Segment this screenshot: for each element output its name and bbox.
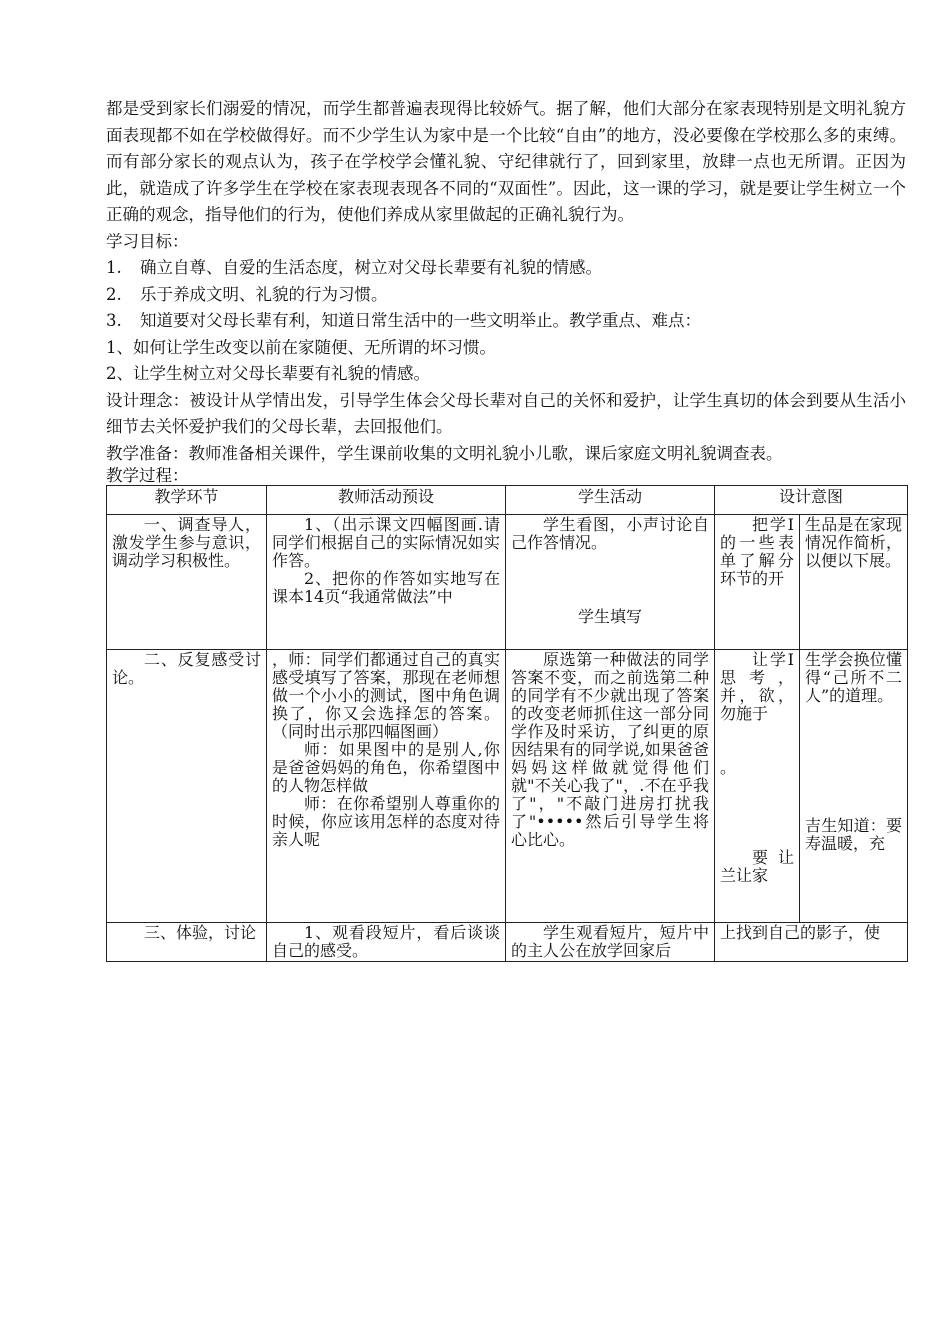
preparation-text: 教学准备：教师准备相关课件，学生课前收集的文明礼貌小儿歌，课后家庭文明礼貌调查表。	[106, 443, 783, 463]
teacher-text: 1、（出示课文四幅图画.请同学们根据自己的实际情况如实作答。	[272, 515, 500, 570]
intent-text: 吉生知道：要寿温暖，充	[805, 816, 903, 853]
student-text: 学生填写	[577, 607, 642, 626]
intro-paragraph	[106, 96, 906, 229]
intent-cell	[800, 650, 908, 923]
table-row	[107, 923, 908, 962]
teacher-cell	[267, 923, 506, 962]
teacher-cell	[267, 515, 506, 650]
header-student: 学生活动	[506, 486, 715, 515]
table-header-row	[107, 486, 908, 515]
stage-text: 三、体验，讨论	[144, 923, 257, 942]
student-cell	[506, 650, 715, 923]
student-text: 学生观看短片，短片中的主人公在放学回家后	[511, 923, 709, 960]
student-text: 学生看图，小声讨论自己作答情况。	[511, 515, 709, 552]
student-cell	[506, 923, 715, 962]
stage-cell	[107, 515, 267, 650]
goal-item	[106, 282, 906, 309]
goal-text: 确立自尊、自爱的生活态度，树立对父母长辈要有礼貌的情感。	[140, 258, 602, 277]
intro-text: 都是受到家长们溺爱的情况，而学生都普遍表现得比较娇气。据了解，他们大部分在家表现特别是文明礼貌方面表现都不如在学校做得好。而不少学生认为家中是一个比较“自由”的地方，没必要像在学校那么多的束缚。而有部分家长的观点认为，孩子在学校学会懂礼貌、守纪律就行了，回到家里，放肆一点也无所谓。正因为此，就造成了许多学生在学校在家表现表现各不同的“双面性”。因此，这一课的学习，就是要让学生树立一个正确的观念，指导他们的行为，使他们养成从家里做起的正确礼貌行为。	[106, 99, 906, 224]
teacher-text: ，师：同学们都通过自己的真实感受填写了答案，那现在老师想做一个小小的测试，图中角色调换了，你又会选择怎的答案。（同时出示那四幅图画）	[272, 650, 500, 741]
stage-cell	[107, 923, 267, 962]
document-page	[106, 96, 906, 962]
intent-cell	[715, 650, 800, 923]
stage-text: 一、调查导人，激发学生参与意识，调动学习积极性。	[112, 515, 261, 570]
header-stage: 教学环节	[107, 486, 267, 515]
design-idea-text: 设计理念：被设计从学情出发，引导学生体会父母长辈对自己的关怀和爱护，让学生真切的体会到要从生活小细节去关怀爱护我们的父母长辈，去回报他们。	[106, 390, 906, 436]
goal-item	[106, 308, 906, 335]
teacher-text: 1、观看段短片，看后谈谈自己的感受。	[272, 923, 500, 960]
teacher-text: 师：在你希望别人尊重你的时候，你应该用怎样的态度对待亲人呢	[272, 794, 500, 849]
intent-text: 生学会换位懂得“己所不二人”的道理。	[805, 650, 903, 705]
intent-text: 把学I的一些表单了解分环节的开	[720, 515, 794, 588]
intent-text: 生品是在家现情况作简析，以便以下展。	[805, 515, 903, 570]
intent-text: 。	[720, 758, 737, 777]
goal-number: 1.	[106, 258, 122, 277]
intent-text: 上找到自己的影子，使	[720, 923, 881, 942]
teaching-process-table	[106, 485, 908, 962]
teacher-cell	[267, 650, 506, 923]
stage-text: 二、反复感受讨论。	[112, 650, 261, 687]
goals-heading: 学习目标：	[106, 231, 189, 251]
intent-cell	[715, 923, 908, 962]
teacher-text: 师：如果图中的是别人,你是爸爸妈妈的角色，你希望图中的人物怎样做	[272, 740, 500, 795]
teacher-text: 2、把你的作答如实地写在课本14页“我通常做法”中	[272, 569, 500, 606]
student-cell	[506, 515, 715, 650]
table-row	[107, 515, 908, 650]
student-text: 原选第一种做法的同学答案不变，而之前选第二种的同学有不少就出现了答案的改变老师抓住这一部分同学作及时采访，了纠更的原因结果有的同学说,如果爸爸妈妈这样做就觉得他们就"不关心我了"，.不在乎我了"，"不敲门进房打扰我了"•••••然后引导学生将心比心。	[511, 650, 709, 849]
header-intent: 设计意图	[715, 486, 908, 515]
intent-cell	[800, 515, 908, 650]
key-point: 2、让学生树立对父母长辈要有礼貌的情感。	[106, 364, 430, 383]
key-point: 1、如何让学生改变以前在家随便、无所谓的坏习惯。	[106, 337, 496, 357]
header-teacher: 教师活动预设	[267, 486, 506, 515]
goal-text: 乐于养成文明、礼貌的行为习惯。	[140, 284, 388, 304]
stage-cell	[107, 650, 267, 923]
intent-cell	[715, 515, 800, 650]
table-row	[107, 650, 908, 923]
goal-number: 2.	[106, 284, 122, 304]
goal-text: 知道要对父母长辈有利，知道日常生活中的一些文明举止。教学重点、难点：	[140, 311, 701, 330]
intent-text: 要让兰让家	[720, 848, 794, 885]
process-heading: 教学过程：	[106, 466, 189, 485]
goal-item	[106, 255, 906, 282]
intent-text: 让学I思考，并，欲，勿施于	[720, 650, 794, 723]
design-idea-paragraph	[106, 388, 906, 441]
goal-number: 3.	[106, 311, 122, 330]
